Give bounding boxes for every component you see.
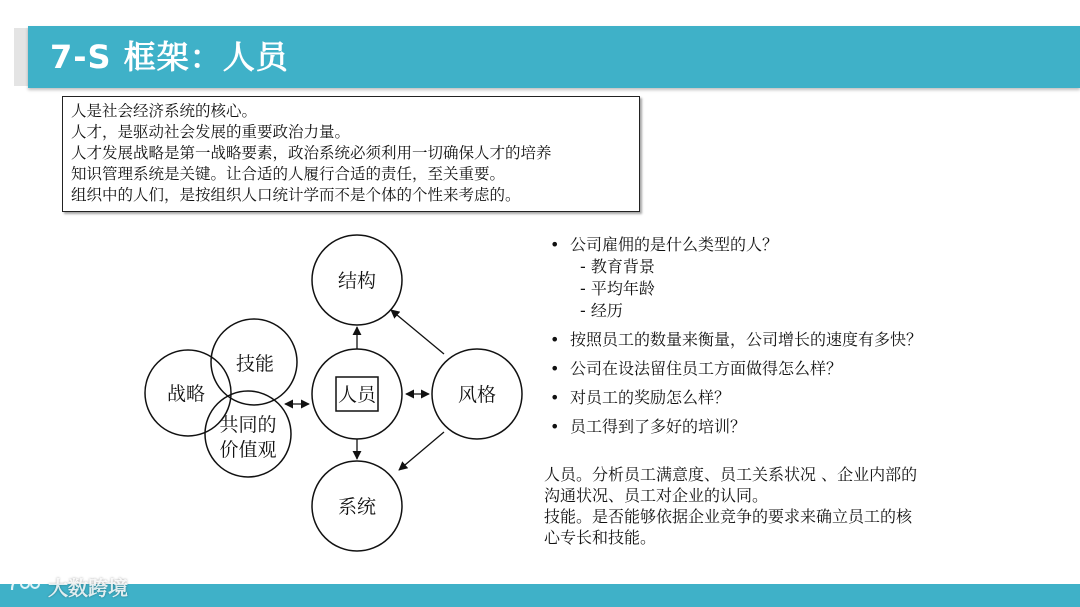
analysis-line: 技能。是否能够依据企业竞争的要求来确立员工的核 — [544, 507, 913, 526]
label-shared-values-1: 共同的 — [219, 414, 277, 436]
question-list — [548, 234, 988, 438]
question-item: • 员工得到了多好的培训？ — [548, 416, 988, 438]
question-item: • 公司在设法留住员工方面做得怎么样？ — [548, 358, 988, 380]
label-structure: 结构 — [337, 270, 377, 292]
label-style: 风格 — [457, 384, 497, 406]
question-item: • 对员工的奖励怎么样？ — [548, 387, 988, 409]
arrow-style-structure — [391, 310, 444, 354]
question-subitem: - 经历 — [580, 301, 623, 320]
footer-bar — [0, 584, 1080, 607]
intro-line: 人是社会经济系统的核心。 — [71, 102, 258, 120]
watermark-text: 大数跨境 — [48, 575, 128, 600]
label-strategy: 战略 — [166, 383, 206, 405]
question-item: • 公司雇佣的是什么类型的人？ — [548, 234, 988, 256]
arrow-style-systems — [399, 432, 444, 470]
intro-line: 人才发展战略是第一战略要素，政治系统必须利用一切确保人才的培养 — [71, 144, 552, 162]
analysis-line: 沟通状况、员工对企业的认同。 — [544, 486, 769, 505]
analysis-line: 人员。分析员工满意度、员工关系状况 、企业内部的 — [544, 465, 918, 484]
intro-line: 人才，是驱动社会发展的重要政治力量。 — [71, 123, 351, 141]
intro-line: 组织中的人们，是按组织人口统计学而不是个体的个性来考虑的。 — [71, 186, 521, 204]
question-subitem: - 教育背景 — [580, 257, 655, 276]
analysis-text — [544, 464, 974, 548]
question-subitem: - 平均年龄 — [580, 279, 655, 298]
label-people: 人员 — [337, 384, 377, 406]
question-item: • 按照员工的数量来衡量，公司增长的速度有多快？ — [548, 329, 988, 351]
intro-line: 知识管理系统是关键。让合适的人履行合适的责任，至关重要。 — [71, 165, 506, 183]
label-shared-values-2: 价值观 — [219, 439, 277, 461]
analysis-line: 心专长和技能。 — [544, 528, 657, 547]
watermark — [8, 572, 128, 600]
watermark-logo-icon — [8, 576, 42, 596]
slide-title: 7-S 框架：人员 — [50, 38, 289, 76]
label-systems: 系统 — [337, 496, 377, 518]
label-skills: 技能 — [235, 353, 275, 375]
